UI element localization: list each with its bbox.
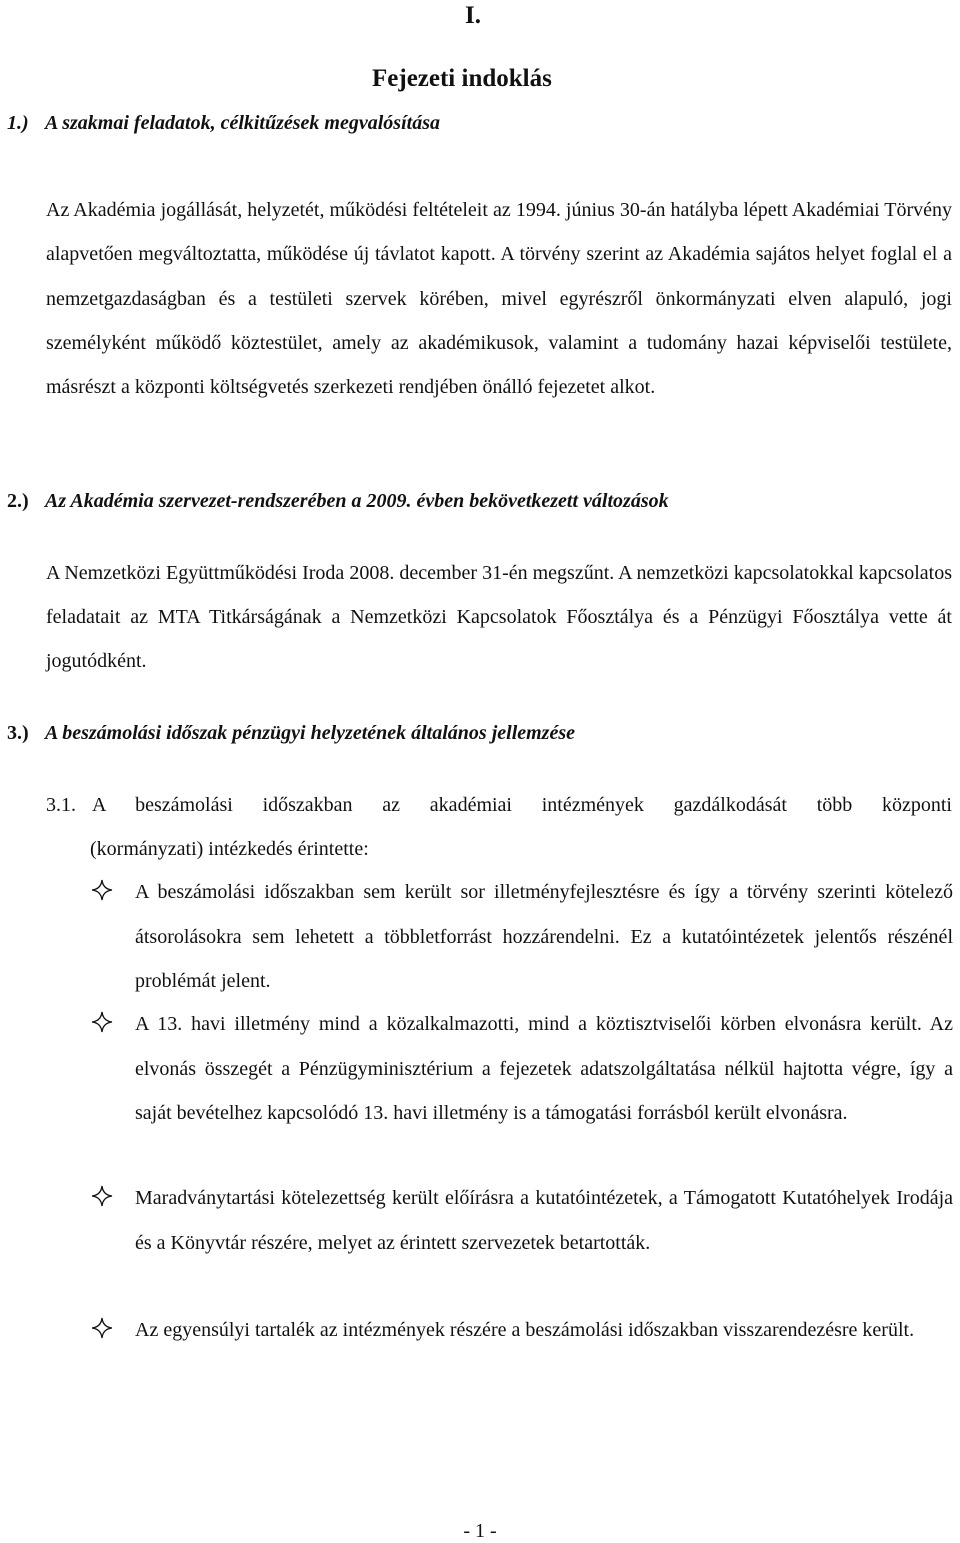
chapter-number: I. [465, 2, 481, 29]
section-2-heading [7, 486, 952, 516]
bullet-item-4-text: Az egyensúlyi tartalék az intézmények részére a beszámolási időszakban visszarendezésre került. [135, 1319, 915, 1341]
section-1-heading [7, 108, 952, 138]
bullet-item-2 [135, 1002, 953, 1136]
subsection-3-1-text: A beszámolási időszakban az akadémiai intézmények gazdálkodását több központi [92, 794, 952, 816]
section-2-number: 2.) [7, 490, 29, 512]
four-pointed-star-outline-icon [91, 1185, 113, 1207]
chapter-title: Fejezeti indoklás [372, 65, 552, 92]
bullet-item-3 [135, 1176, 953, 1265]
bullet-item-4 [135, 1308, 953, 1353]
section-1-paragraph: Az Akadémia jogállását, helyzetét, működési feltételeit az 1994. június 30-án hatályba lépett Akadémiai Törvény alapvetően megváltoztatta, működése új távlatot kapott. A törvény szerint az Akadémia sajátos helyet foglal el a nemzetgazdaságban és a testületi szervek körében, mivel egyrészről önkormányzati elven alapuló, jogi személyként működő köztestület, amely az akadémikusok, valamint a tudomány hazai képviselői testülete, másrészt a központi költségvetés szerkezeti rendjében önálló fejezetet alkot. [46, 199, 952, 399]
four-pointed-star-outline-icon [91, 1317, 113, 1339]
section-1-number: 1.) [7, 112, 29, 134]
four-pointed-star-outline-icon [91, 879, 113, 901]
section-1-title: A szakmai feladatok, célkitűzések megvalósítása [45, 112, 440, 134]
bullet-item-1-text: A beszámolási időszakban sem került sor illetményfejlesztésre és így a törvény szerinti kötelező átsorolásokra sem lehetett a többletforrást hozzárendelni. Ez a kutatóintézetek jelentős részénél problémát jelent. [135, 881, 953, 992]
bullet-item-1 [135, 870, 953, 1004]
bullet-item-3-text: Maradványtartási kötelezettség került előírásra a kutatóintézetek, a Támogatott Kutatóhelyek Irodája és a Könyvtár részére, melyet az érintett szervezetek betartották. [135, 1187, 953, 1254]
section-2-title: Az Akadémia szervezet-rendszerében a 2009. évben bekövetkezett változások [45, 490, 669, 512]
section-3-title: A beszámolási időszak pénzügyi helyzetének általános jellemzése [45, 722, 575, 744]
section-2-paragraph: A Nemzetközi Együttműködési Iroda 2008. december 31-én megszűnt. A nemzetközi kapcsolatokkal kapcsolatos feladatait az MTA Titkárságának a Nemzetközi Kapcsolatok Főosztálya és a Pénzügyi Főosztálya vette át jogutódként. [46, 562, 952, 672]
subsection-3-1 [46, 783, 952, 871]
section-3-number: 3.) [7, 722, 29, 744]
section-3-heading [7, 718, 952, 748]
subsection-3-1-line1 [46, 783, 952, 827]
subsection-3-1-line2: (kormányzati) intézkedés érintette: [90, 838, 369, 860]
page-number: - 1 - [463, 1520, 497, 1542]
four-pointed-star-outline-icon [91, 1011, 113, 1033]
subsection-3-1-number: 3.1. [46, 794, 76, 816]
bullet-item-2-text: A 13. havi illetmény mind a közalkalmazotti, mind a köztisztviselői körben elvonásra került. Az elvonás összegét a Pénzügyminisztérium a fejezetek adatszolgáltatása nélkül hajtotta végre, így a saját bevételhez kapcsolódó 13. havi illetmény is a támogatási forrásból került elvonásra. [135, 1013, 953, 1124]
